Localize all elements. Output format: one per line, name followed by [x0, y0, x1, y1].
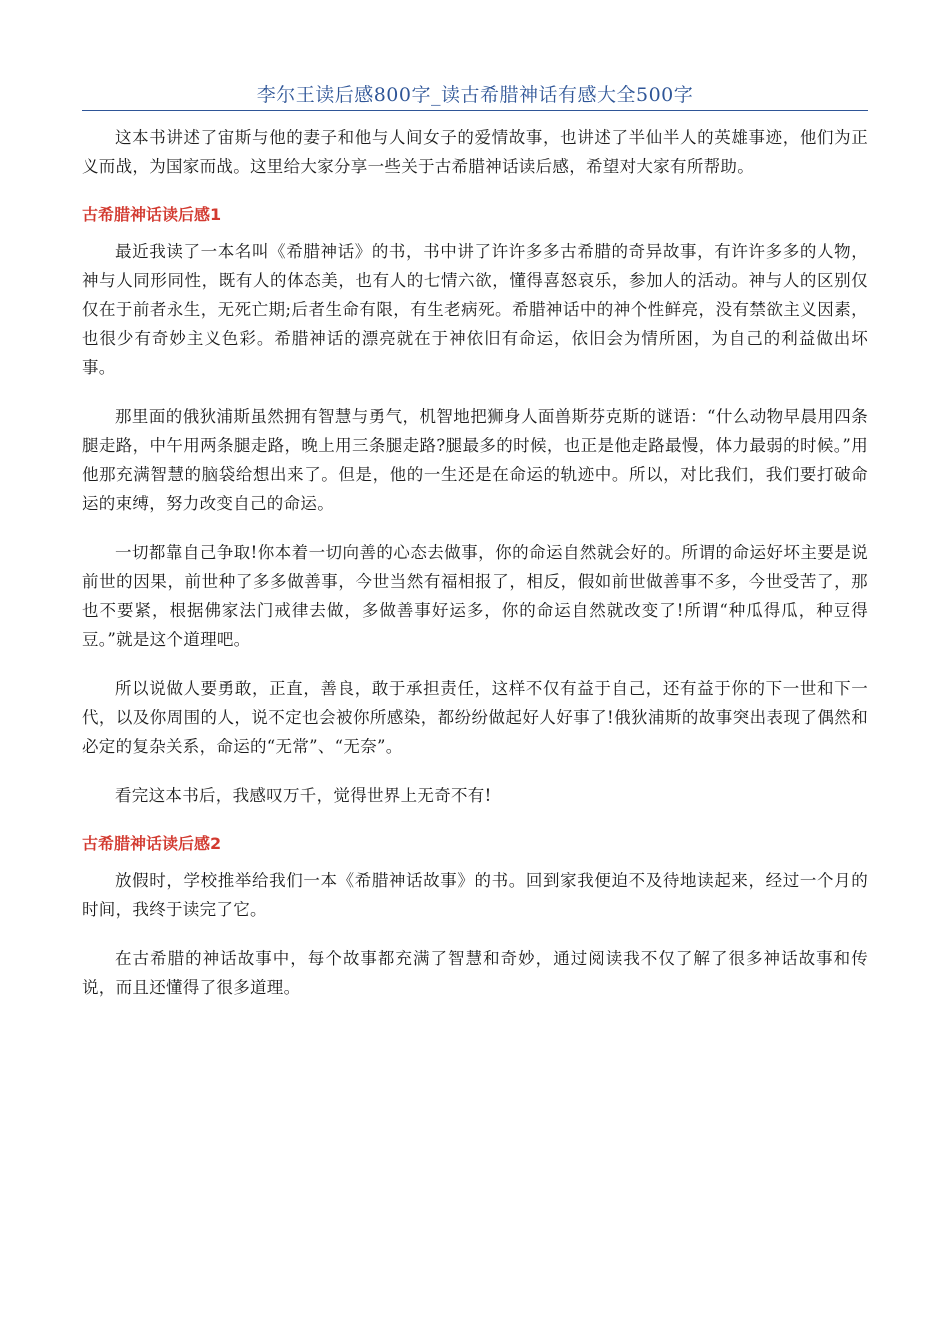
document-body [82, 123, 868, 1002]
section-2-paragraph-2: 在古希腊的神话故事中，每个故事都充满了智慧和奇妙，通过阅读我不仅了解了很多神话故事和传说，而且还懂得了很多道理。 [82, 949, 868, 997]
section-1-heading: 古希腊神话读后感1 [82, 205, 222, 224]
intro-paragraph: 这本书讲述了宙斯与他的妻子和他与人间女子的爱情故事，也讲述了半仙半人的英雄事迹，他们为正义而战，为国家而战。这里给大家分享一些关于古希腊神话读后感，希望对大家有所帮助。 [82, 128, 868, 176]
section-1-paragraph-1: 最近我读了一本名叫《希腊神话》的书，书中讲了许许多多古希腊的奇异故事，有许许多多的人物，神与人同形同性，既有人的体态美，也有人的七情六欲，懂得喜怒哀乐，参加人的活动。神与人的区别仅仅在于前者永生，无死亡期;后者生命有限，有生老病死。希腊神话中的神个性鲜亮，没有禁欲主义因素，也很少有奇妙主义色彩。希腊神话的漂亮就在于神依旧有命运，依旧会为情所困，为自己的利益做出坏事。 [82, 242, 868, 377]
page-header-title: 李尔王读后感800字_读古希腊神话有感大全500字 [82, 80, 868, 111]
section-2-paragraph-1: 放假时，学校推举给我们一本《希腊神话故事》的书。回到家我便迫不及待地读起来，经过一个月的时间，我终于读完了它。 [82, 871, 868, 919]
section-1-paragraph-2: 那里面的俄狄浦斯虽然拥有智慧与勇气，机智地把狮身人面兽斯芬克斯的谜语：“什么动物早晨用四条腿走路，中午用两条腿走路，晚上用三条腿走路?腿最多的时候，也正是他走路最慢，体力最弱的时候。”用他那充满智慧的脑袋给想出来了。但是，他的一生还是在命运的轨迹中。所以，对比我们，我们要打破命运的束缚，努力改变自己的命运。 [82, 407, 868, 513]
section-2-heading: 古希腊神话读后感2 [82, 834, 222, 853]
section-1-paragraph-3: 一切都靠自己争取!你本着一切向善的心态去做事，你的命运自然就会好的。所谓的命运好坏主要是说前世的因果，前世种了多多做善事，今世当然有福相报了，相反，假如前世做善事不多，今世受苦了，那也不要紧，根据佛家法门戒律去做，多做善事好运多，你的命运自然就改变了!所谓“种瓜得瓜，种豆得豆。”就是这个道理吧。 [82, 543, 868, 649]
document-page [82, 0, 868, 1022]
section-1-paragraph-4: 所以说做人要勇敢，正直，善良，敢于承担责任，这样不仅有益于自己，还有益于你的下一世和下一代，以及你周围的人，说不定也会被你所感染，都纷纷做起好人好事了!俄狄浦斯的故事突出表现了偶然和必定的复杂关系，命运的“无常”、“无奈”。 [82, 679, 868, 756]
section-1-paragraph-5: 看完这本书后，我感叹万千，觉得世界上无奇不有! [115, 786, 492, 805]
